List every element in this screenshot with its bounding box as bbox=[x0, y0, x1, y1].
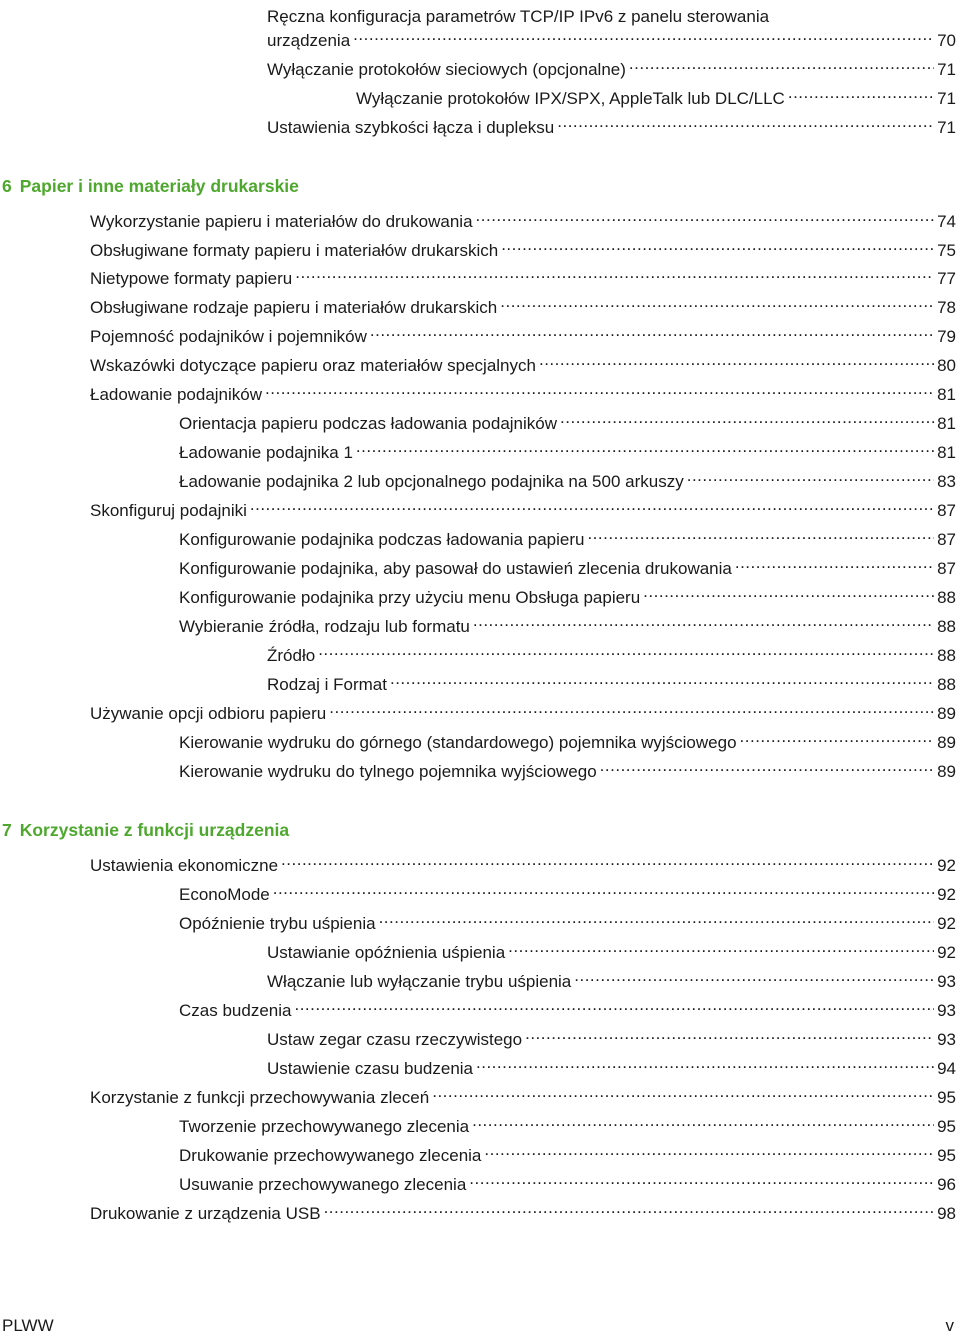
toc-entry-page: 74 bbox=[937, 212, 956, 231]
dot-leader bbox=[472, 1110, 934, 1132]
toc-entry-title: Ładowanie podajników bbox=[90, 385, 263, 404]
footer-publication-code: PLWW bbox=[2, 1316, 54, 1335]
dot-leader bbox=[629, 53, 934, 75]
toc-entry[interactable] bbox=[90, 349, 960, 375]
chapter-heading[interactable] bbox=[2, 174, 299, 198]
toc-entry-page: 87 bbox=[937, 501, 956, 520]
toc-entry-page: 88 bbox=[937, 646, 956, 665]
toc-entry[interactable] bbox=[179, 1139, 960, 1165]
toc-entry[interactable] bbox=[90, 234, 960, 260]
toc-entry-page: 93 bbox=[937, 1030, 956, 1049]
dot-leader bbox=[294, 994, 934, 1016]
toc-entry-page: 93 bbox=[937, 1001, 956, 1020]
toc-entry-title: Włączanie lub wyłączanie trybu uśpienia bbox=[267, 972, 572, 991]
dot-leader bbox=[484, 1139, 934, 1161]
dot-leader bbox=[473, 610, 934, 632]
toc-entry-title: Źródło bbox=[267, 646, 316, 665]
dot-leader bbox=[560, 407, 934, 429]
dot-leader bbox=[265, 378, 934, 400]
toc-entry-page: 94 bbox=[937, 1059, 956, 1078]
dot-leader bbox=[370, 320, 934, 342]
toc-entry-page: 92 bbox=[937, 885, 956, 904]
dot-leader bbox=[525, 1023, 934, 1045]
dot-leader bbox=[772, 0, 953, 22]
toc-entry-title: Wybieranie źródła, rodzaju lub formatu bbox=[179, 617, 470, 636]
toc-entry[interactable] bbox=[179, 465, 960, 491]
toc-entry[interactable] bbox=[179, 726, 960, 752]
toc-entry-page: 89 bbox=[937, 704, 956, 723]
toc-entry-title: Korzystanie z funkcji przechowywania zleceń bbox=[90, 1088, 430, 1107]
toc-entry[interactable] bbox=[90, 262, 960, 288]
toc-entry[interactable] bbox=[90, 849, 960, 875]
dot-leader bbox=[476, 1052, 934, 1074]
toc-entry[interactable] bbox=[179, 994, 960, 1020]
dot-leader bbox=[539, 349, 934, 371]
toc-entry[interactable] bbox=[179, 436, 960, 462]
toc-entry-title: Usuwanie przechowywanego zlecenia bbox=[179, 1175, 467, 1194]
toc-entry[interactable] bbox=[267, 668, 960, 694]
toc-entry-page: 81 bbox=[937, 443, 956, 462]
toc-entry-page: 71 bbox=[937, 118, 956, 137]
toc-entry-title: Konfigurowanie podajnika podczas ładowania papieru bbox=[179, 530, 585, 549]
toc-entry[interactable] bbox=[179, 907, 960, 933]
toc-entry-title: EconoMode bbox=[179, 885, 270, 904]
toc-entry[interactable] bbox=[179, 610, 960, 636]
dot-leader bbox=[432, 1081, 934, 1103]
dot-leader bbox=[508, 936, 934, 958]
toc-entry-title: Kierowanie wydruku do tylnego pojemnika wyjściowego bbox=[179, 762, 597, 781]
dot-leader bbox=[324, 1197, 935, 1219]
toc-entry-page: 87 bbox=[937, 559, 956, 578]
toc-entry[interactable] bbox=[90, 697, 960, 723]
dot-leader bbox=[740, 726, 935, 748]
toc-entry-page: 89 bbox=[937, 762, 956, 781]
toc-entry[interactable] bbox=[179, 581, 960, 607]
dot-leader bbox=[379, 907, 935, 929]
dot-leader bbox=[687, 465, 934, 487]
toc-entry-title: Ustawienie czasu budzenia bbox=[267, 1059, 474, 1078]
toc-entry[interactable] bbox=[90, 291, 960, 317]
toc-entry-page: 71 bbox=[937, 89, 956, 108]
chapter-title: Papier i inne materiały drukarskie bbox=[19, 176, 299, 196]
toc-entry[interactable] bbox=[179, 1168, 960, 1194]
toc-entry[interactable] bbox=[267, 965, 960, 991]
toc-entry[interactable] bbox=[179, 1110, 960, 1136]
toc-entry-title: Drukowanie z urządzenia USB bbox=[90, 1204, 321, 1223]
toc-entry[interactable] bbox=[179, 523, 960, 549]
toc-entry[interactable] bbox=[179, 407, 960, 433]
toc-entry-title: Obsługiwane formaty papieru i materiałów drukarskich bbox=[90, 241, 499, 260]
toc-entry-page: 92 bbox=[937, 856, 956, 875]
toc-entry[interactable] bbox=[179, 878, 960, 904]
dot-leader bbox=[329, 697, 934, 719]
dot-leader bbox=[500, 291, 934, 313]
dot-leader bbox=[250, 494, 934, 516]
toc-entry-title: Ustaw zegar czasu rzeczywistego bbox=[267, 1030, 523, 1049]
toc-entry[interactable] bbox=[90, 378, 960, 404]
toc-entry-page: 83 bbox=[937, 472, 956, 491]
dot-leader bbox=[501, 234, 934, 256]
dot-leader bbox=[390, 668, 934, 690]
toc-entry-page: 78 bbox=[937, 298, 956, 317]
dot-leader bbox=[574, 965, 934, 987]
toc-entry[interactable] bbox=[90, 1197, 960, 1223]
toc-entry-title: Konfigurowanie podajnika, aby pasował do ustawień zlecenia drukowania bbox=[179, 559, 732, 578]
toc-entry-page: 75 bbox=[937, 241, 956, 260]
toc-entry-page: 87 bbox=[937, 530, 956, 549]
toc-entry-title: Ustawienia szybkości łącza i dupleksu bbox=[267, 118, 555, 137]
toc-entry[interactable] bbox=[90, 205, 960, 231]
toc-entry[interactable] bbox=[267, 53, 960, 79]
toc-entry-title: Ustawienia ekonomiczne bbox=[90, 856, 279, 875]
dot-leader bbox=[788, 82, 934, 104]
toc-entry-title: urządzenia bbox=[267, 31, 351, 50]
toc-entry[interactable] bbox=[179, 755, 960, 781]
toc-entry-page: 81 bbox=[937, 414, 956, 433]
toc-entry[interactable] bbox=[356, 82, 960, 108]
dot-leader bbox=[587, 523, 934, 545]
toc-entry-page: 92 bbox=[937, 943, 956, 962]
toc-entry-title: Używanie opcji odbioru papieru bbox=[90, 704, 327, 723]
dot-leader bbox=[476, 205, 935, 227]
toc-entry-title: Orientacja papieru podczas ładowania podajników bbox=[179, 414, 558, 433]
toc-entry-page: 77 bbox=[937, 269, 956, 288]
dot-leader bbox=[735, 552, 934, 574]
toc-entry[interactable] bbox=[267, 24, 960, 50]
toc-entry-page: 95 bbox=[937, 1088, 956, 1107]
toc-entry-title: Rodzaj i Format bbox=[267, 675, 387, 694]
toc-entry[interactable] bbox=[267, 936, 960, 962]
dot-leader bbox=[318, 639, 934, 661]
toc-entry[interactable] bbox=[267, 0, 960, 26]
toc-entry[interactable] bbox=[267, 111, 960, 137]
chapter-number: 7 bbox=[2, 820, 12, 840]
dot-leader bbox=[600, 755, 934, 777]
dot-leader bbox=[557, 111, 934, 133]
toc-entry-page: 88 bbox=[937, 675, 956, 694]
dot-leader bbox=[353, 24, 934, 46]
chapter-heading[interactable] bbox=[2, 818, 289, 842]
toc-entry-page: 95 bbox=[937, 1146, 956, 1165]
toc-entry-page: 98 bbox=[937, 1204, 956, 1223]
toc-entry-title: Wykorzystanie papieru i materiałów do drukowania bbox=[90, 212, 473, 231]
chapter-title: Korzystanie z funkcji urządzenia bbox=[19, 820, 290, 840]
dot-leader bbox=[295, 262, 934, 284]
toc-entry[interactable] bbox=[179, 552, 960, 578]
toc-entry-title: Wyłączanie protokołów IPX/SPX, AppleTalk lub DLC/LLC bbox=[356, 89, 785, 108]
toc-entry-page: 70 bbox=[937, 31, 956, 50]
toc-entry[interactable] bbox=[90, 1081, 960, 1107]
dot-leader bbox=[273, 878, 934, 900]
toc-entry-page: 81 bbox=[937, 385, 956, 404]
toc-entry-title: Kierowanie wydruku do górnego (standardowego) pojemnika wyjściowego bbox=[179, 733, 737, 752]
toc-entry-page: 89 bbox=[937, 733, 956, 752]
toc-entry-title: Opóźnienie trybu uśpienia bbox=[179, 914, 376, 933]
toc-entry[interactable] bbox=[90, 320, 960, 346]
toc-entry-title: Pojemność podajników i pojemników bbox=[90, 327, 367, 346]
toc-entry-title: Wskazówki dotyczące papieru oraz materiałów specjalnych bbox=[90, 356, 536, 375]
toc-entry[interactable] bbox=[90, 494, 960, 520]
toc-entry-page: 95 bbox=[937, 1117, 956, 1136]
toc-entry-title: Ładowanie podajnika 2 lub opcjonalnego podajnika na 500 arkuszy bbox=[179, 472, 684, 491]
footer-page-number: v bbox=[945, 1316, 954, 1335]
toc-entry-page: 88 bbox=[937, 617, 956, 636]
toc-entry[interactable] bbox=[267, 1023, 960, 1049]
dot-leader bbox=[281, 849, 934, 871]
toc-entry-page: 79 bbox=[937, 327, 956, 346]
toc-entry-page: 92 bbox=[937, 914, 956, 933]
toc-entry-page: 71 bbox=[937, 60, 956, 79]
toc-entry-title: Ustawianie opóźnienia uśpienia bbox=[267, 943, 506, 962]
dot-leader bbox=[356, 436, 934, 458]
toc-entry-page: 96 bbox=[937, 1175, 956, 1194]
dot-leader bbox=[469, 1168, 934, 1190]
chapter-number: 6 bbox=[2, 176, 12, 196]
toc-entry-title: Czas budzenia bbox=[179, 1001, 292, 1020]
toc-entry-title: Ręczna konfiguracja parametrów TCP/IP IPv6 z panelu sterowania bbox=[267, 7, 770, 26]
toc-entry-title: Obsługiwane rodzaje papieru i materiałów drukarskich bbox=[90, 298, 498, 317]
toc-entry-title: Ładowanie podajnika 1 bbox=[179, 443, 353, 462]
toc-entry-title: Konfigurowanie podajnika przy użyciu menu Obsługa papieru bbox=[179, 588, 641, 607]
toc-entry-title: Nietypowe formaty papieru bbox=[90, 269, 293, 288]
toc-entry[interactable] bbox=[267, 1052, 960, 1078]
toc-entry-title: Wyłączanie protokołów sieciowych (opcjonalne) bbox=[267, 60, 626, 79]
toc-entry-page: 88 bbox=[937, 588, 956, 607]
toc-entry[interactable] bbox=[267, 639, 960, 665]
toc-entry-title: Skonfiguruj podajniki bbox=[90, 501, 247, 520]
toc-entry-page: 93 bbox=[937, 972, 956, 991]
dot-leader bbox=[643, 581, 934, 603]
toc-entry-title: Tworzenie przechowywanego zlecenia bbox=[179, 1117, 470, 1136]
toc-entry-page: 80 bbox=[937, 356, 956, 375]
toc-entry-title: Drukowanie przechowywanego zlecenia bbox=[179, 1146, 482, 1165]
